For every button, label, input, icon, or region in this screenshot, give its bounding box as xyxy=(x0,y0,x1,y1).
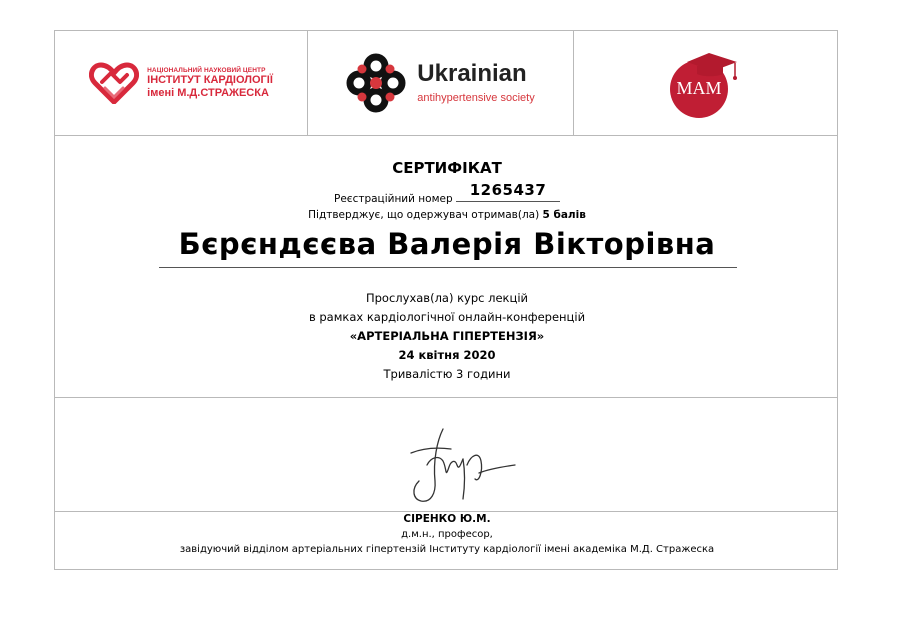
society-text xyxy=(417,62,534,104)
handwritten-signature xyxy=(405,421,520,506)
institute-line2: ІНСТИТУТ КАРДІОЛОГІЇ xyxy=(147,74,273,87)
recipient-name: Бєрєндєєва Валерія Вікторівна xyxy=(178,227,716,261)
heart-logo-icon xyxy=(89,62,139,104)
course-date: 24 квітня 2020 xyxy=(398,348,496,362)
registration-number: 1265437 xyxy=(469,181,547,199)
registration-label: Реєстраційний номер xyxy=(334,193,456,205)
course-name: «АРТЕРІАЛЬНА ГІПЕРТЕНЗІЯ» xyxy=(349,329,545,343)
registration-number-field xyxy=(456,181,560,202)
body-divider xyxy=(55,397,837,398)
confirm-line xyxy=(55,209,839,221)
signatory-name: СІРЕНКО Ю.М. xyxy=(403,513,491,525)
points-value: 5 балів xyxy=(542,209,586,221)
registration-line xyxy=(55,181,839,205)
society-title: Ukrainian xyxy=(417,60,527,87)
recipient-underline xyxy=(159,267,737,268)
institute-name xyxy=(147,67,273,100)
signatory-position: завідуючий відділом артеріальних гіпертензій Інституту кардіології імені академіка М.Д. Стражеска xyxy=(179,544,715,555)
confirm-text: Підтверджує, що одержувач отримав(ла) xyxy=(308,209,543,221)
cross-rings-logo-icon xyxy=(345,52,407,114)
society-logo xyxy=(307,31,573,135)
certificate-title: СЕРТИФІКАТ xyxy=(392,159,502,177)
signature-divider xyxy=(55,511,837,512)
mam-logo xyxy=(573,31,837,135)
institute-line3: імені М.Д.СТРАЖЕСКА xyxy=(147,86,269,99)
course-duration: Тривалістю 3 години xyxy=(383,367,511,381)
society-subtitle: antihypertensive society xyxy=(417,92,535,104)
course-line2: в рамках кардіологічної онлайн-конференцій xyxy=(308,310,586,324)
institute-line1: НАЦІОНАЛЬНИЙ НАУКОВИЙ ЦЕНТР xyxy=(147,66,266,74)
signatory-degree: д.м.н., професор, xyxy=(401,529,493,540)
mam-emblem xyxy=(665,47,745,119)
institute-logo xyxy=(55,31,307,135)
header-divider xyxy=(55,135,837,136)
certificate-frame xyxy=(54,30,838,570)
course-line1: Прослухав(ла) курс лекцій xyxy=(365,291,529,305)
mam-label: МАМ xyxy=(676,78,722,98)
course-block xyxy=(55,289,839,384)
